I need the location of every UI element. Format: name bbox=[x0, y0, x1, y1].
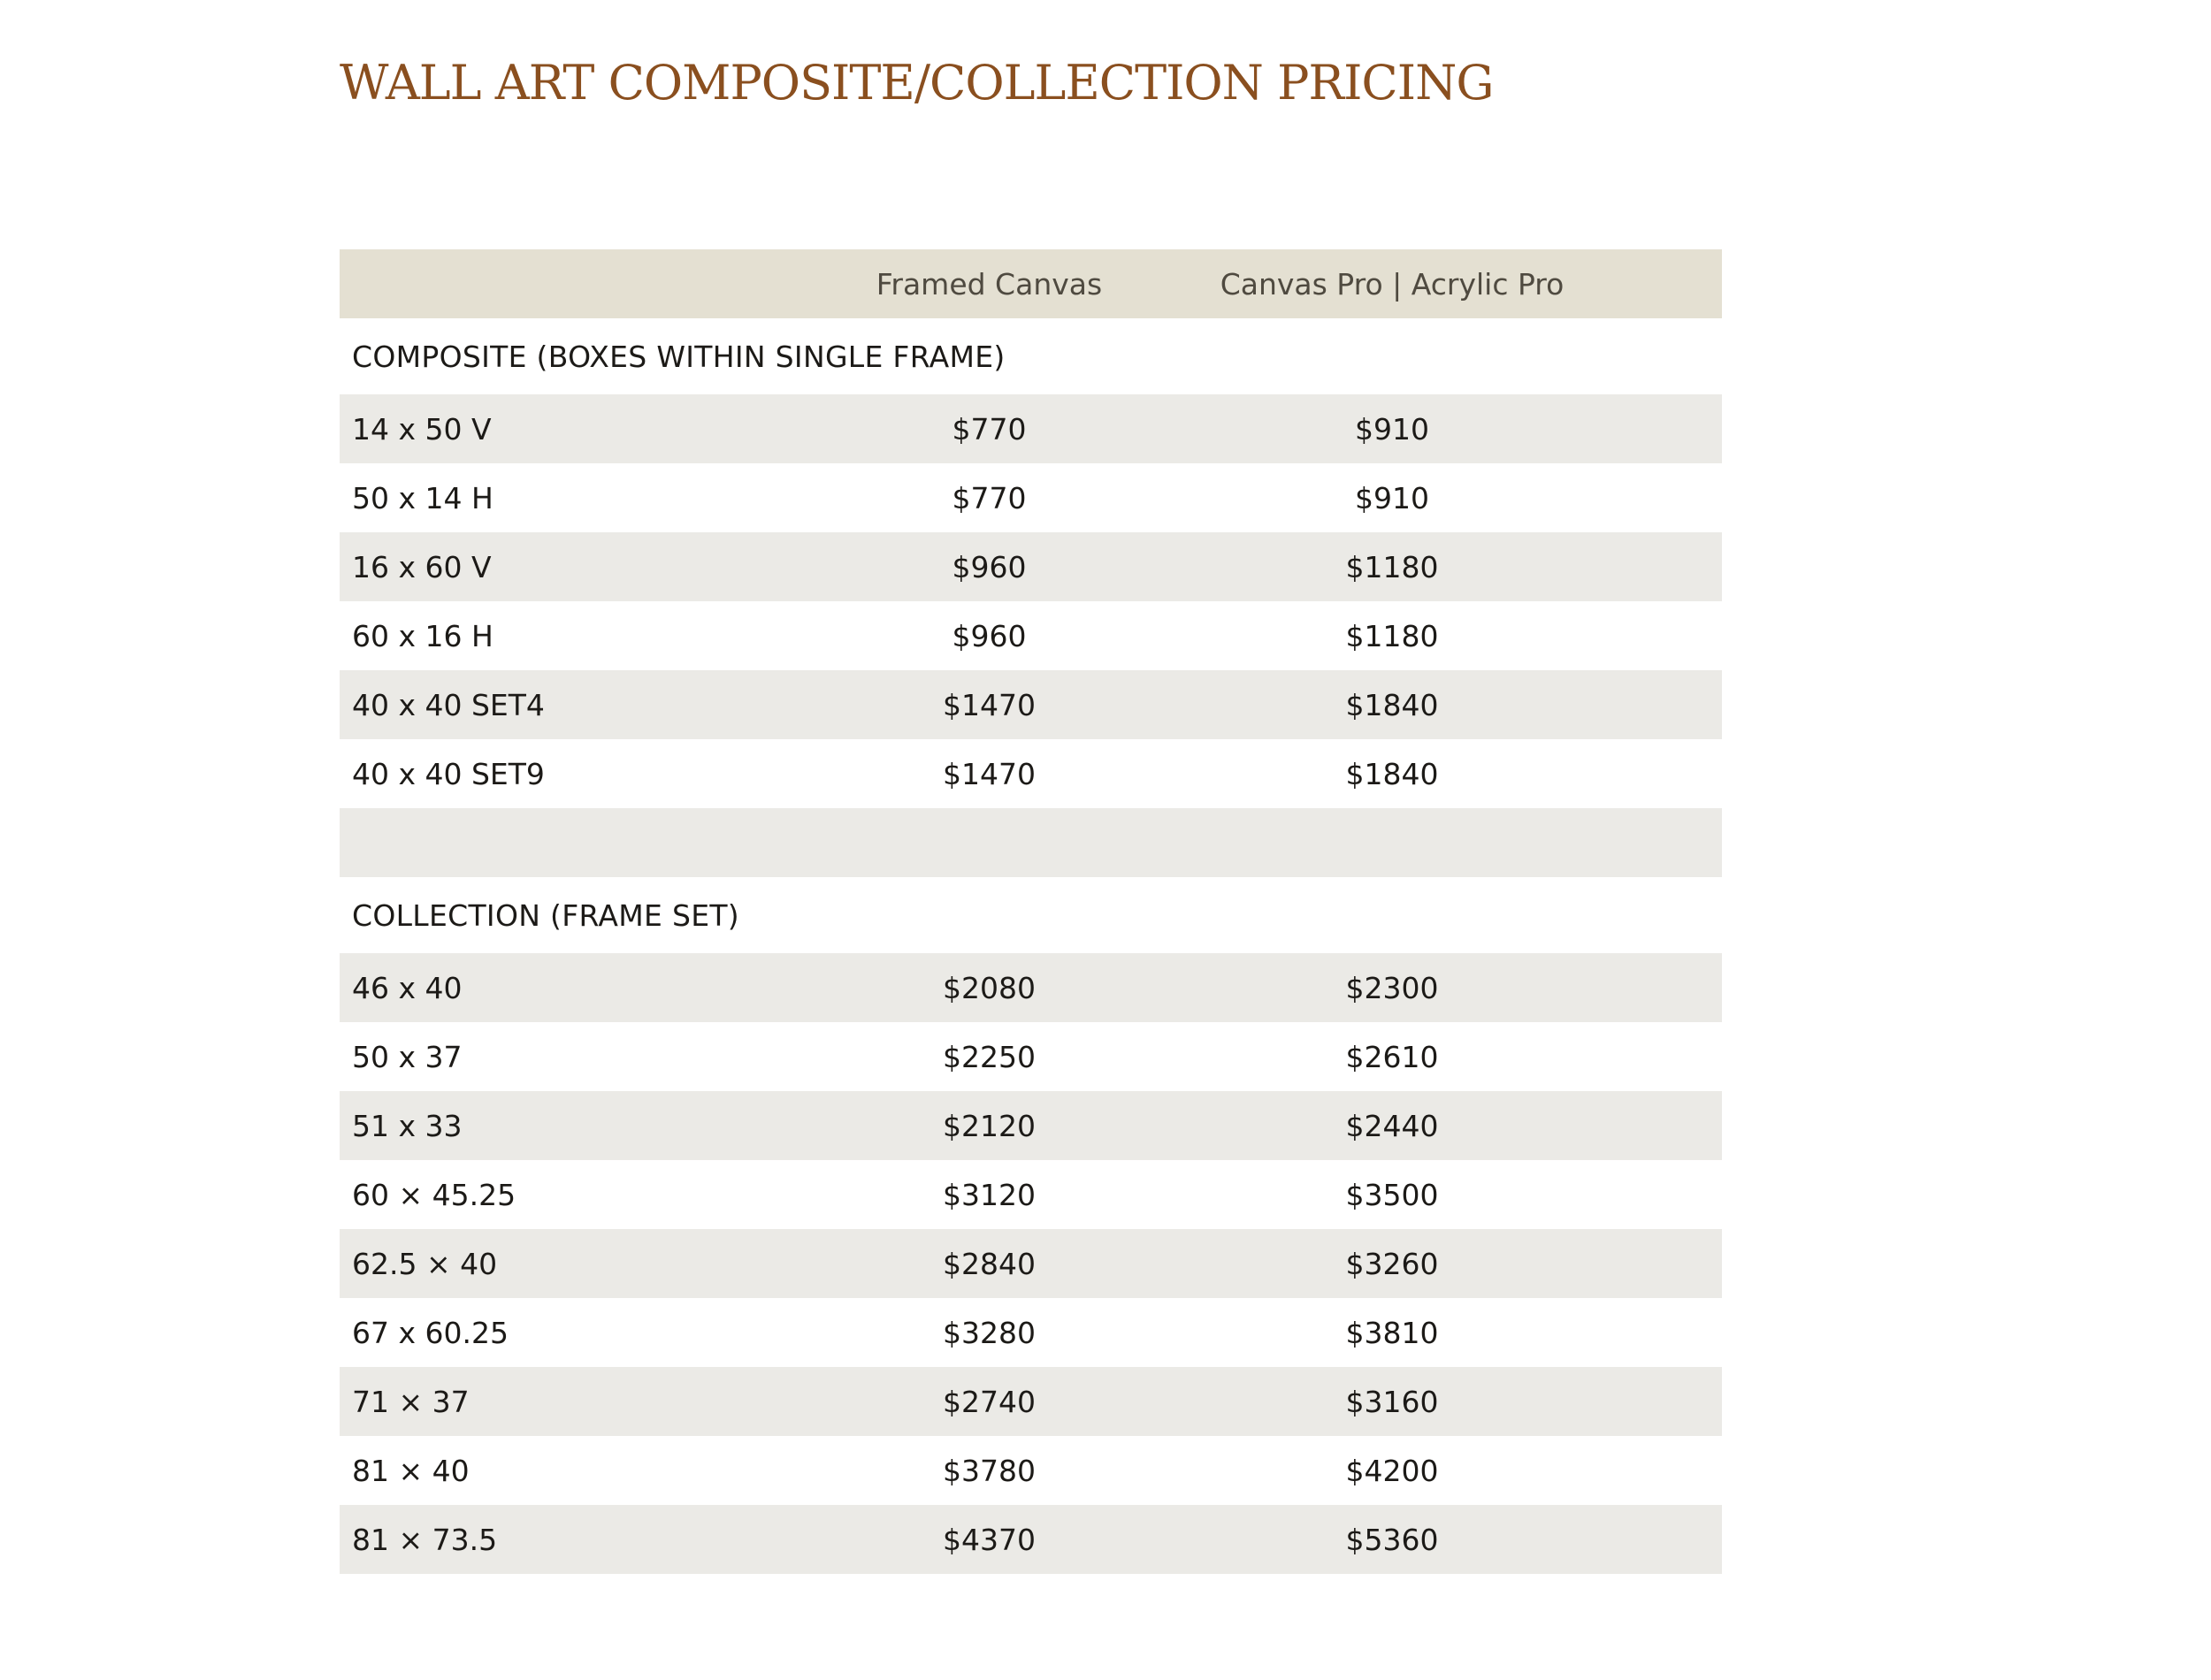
size-cell: 40 x 40 SET9 bbox=[352, 756, 545, 791]
table-row bbox=[340, 1367, 1722, 1436]
table-row bbox=[340, 1505, 1722, 1574]
size-cell: 67 x 60.25 bbox=[352, 1315, 509, 1350]
pricing-table bbox=[340, 249, 1722, 1574]
canvas-pro-price: $3500 bbox=[1345, 1177, 1439, 1212]
table-header bbox=[340, 249, 1722, 318]
framed-canvas-price: $3280 bbox=[943, 1315, 1036, 1350]
header-canvas-pro: Canvas Pro | Acrylic Pro bbox=[1220, 266, 1565, 302]
canvas-pro-price: $3160 bbox=[1345, 1384, 1439, 1419]
header-framed-canvas: Framed Canvas bbox=[876, 266, 1103, 302]
table-row bbox=[340, 1298, 1722, 1367]
table-row bbox=[340, 670, 1722, 739]
canvas-pro-price: $1180 bbox=[1345, 549, 1439, 584]
canvas-pro-price: $5360 bbox=[1345, 1522, 1439, 1557]
framed-canvas-price: $1470 bbox=[943, 687, 1036, 722]
framed-canvas-price: $1470 bbox=[943, 756, 1036, 791]
framed-canvas-price: $960 bbox=[952, 549, 1027, 584]
composite-section-heading bbox=[340, 318, 1722, 394]
table-row bbox=[340, 463, 1722, 532]
table-row bbox=[340, 1436, 1722, 1505]
size-cell: 50 x 37 bbox=[352, 1039, 463, 1074]
size-cell: 46 x 40 bbox=[352, 970, 463, 1005]
table-row bbox=[340, 601, 1722, 670]
canvas-pro-price: $1180 bbox=[1345, 618, 1439, 653]
canvas-pro-price: $1840 bbox=[1345, 756, 1439, 791]
canvas-pro-price: $1840 bbox=[1345, 687, 1439, 722]
section-label: COMPOSITE (BOXES WITHIN SINGLE FRAME) bbox=[352, 339, 1006, 374]
table-row bbox=[340, 1022, 1722, 1091]
canvas-pro-price: $3260 bbox=[1345, 1246, 1439, 1281]
table-row bbox=[340, 1160, 1722, 1229]
framed-canvas-price: $2250 bbox=[943, 1039, 1036, 1074]
canvas-pro-price: $2440 bbox=[1345, 1108, 1439, 1143]
framed-canvas-price: $2840 bbox=[943, 1246, 1036, 1281]
table-row bbox=[340, 953, 1722, 1022]
size-cell: 40 x 40 SET4 bbox=[352, 687, 545, 722]
framed-canvas-price: $2120 bbox=[943, 1108, 1036, 1143]
table-row bbox=[340, 394, 1722, 463]
section-label: COLLECTION (FRAME SET) bbox=[352, 897, 739, 933]
canvas-pro-price: $2610 bbox=[1345, 1039, 1439, 1074]
table-row bbox=[340, 1229, 1722, 1298]
canvas-pro-price: $910 bbox=[1355, 480, 1429, 515]
collection-section-heading bbox=[340, 877, 1722, 953]
size-cell: 71 × 37 bbox=[352, 1384, 470, 1419]
canvas-pro-price: $910 bbox=[1355, 411, 1429, 447]
size-cell: 14 x 50 V bbox=[352, 411, 492, 447]
framed-canvas-price: $960 bbox=[952, 618, 1027, 653]
framed-canvas-price: $770 bbox=[952, 411, 1027, 447]
framed-canvas-price: $2740 bbox=[943, 1384, 1036, 1419]
spacer-row bbox=[340, 808, 1722, 877]
table-row bbox=[340, 532, 1722, 601]
table-row bbox=[340, 739, 1722, 808]
size-cell: 51 x 33 bbox=[352, 1108, 463, 1143]
canvas-pro-price: $2300 bbox=[1345, 970, 1439, 1005]
size-cell: 81 × 73.5 bbox=[352, 1522, 498, 1557]
framed-canvas-price: $3780 bbox=[943, 1453, 1036, 1488]
size-cell: 81 × 40 bbox=[352, 1453, 470, 1488]
framed-canvas-price: $770 bbox=[952, 480, 1027, 515]
size-cell: 60 × 45.25 bbox=[352, 1177, 516, 1212]
framed-canvas-price: $4370 bbox=[943, 1522, 1036, 1557]
size-cell: 60 x 16 H bbox=[352, 618, 493, 653]
size-cell: 62.5 × 40 bbox=[352, 1246, 498, 1281]
framed-canvas-price: $3120 bbox=[943, 1177, 1036, 1212]
size-cell: 16 x 60 V bbox=[352, 549, 492, 584]
framed-canvas-price: $2080 bbox=[943, 970, 1036, 1005]
canvas-pro-price: $3810 bbox=[1345, 1315, 1439, 1350]
page-title: WALL ART COMPOSITE/COLLECTION PRICING bbox=[340, 55, 1494, 111]
canvas-pro-price: $4200 bbox=[1345, 1453, 1439, 1488]
size-cell: 50 x 14 H bbox=[352, 480, 493, 515]
table-row bbox=[340, 1091, 1722, 1160]
